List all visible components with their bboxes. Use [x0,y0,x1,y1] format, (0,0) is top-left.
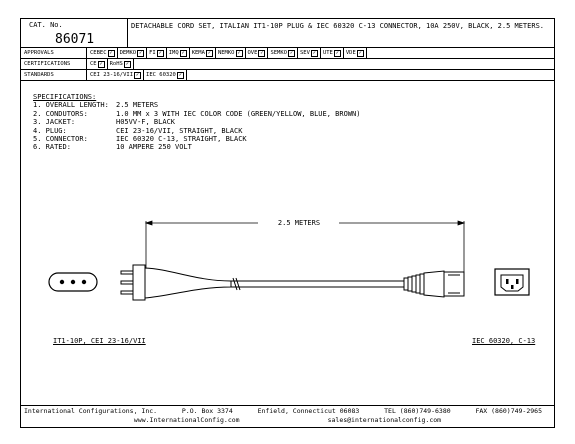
cord [231,278,404,290]
approval-name: IMQ [168,50,179,56]
footer [21,405,554,424]
standards-label: STANDARDS [24,70,87,80]
plug-side-view [121,265,231,300]
approval-name: SEMKO [270,50,287,56]
checkbox-icon: ✓ [158,49,162,56]
approval-name: OVE [247,50,258,56]
spec-name: 4. PLUG: [33,126,67,135]
checkbox-icon: ✓ [207,49,211,56]
spec-name: 1. OVERALL LENGTH: [33,101,109,110]
connector-standard-label: IEC 60320, C-13 [472,337,536,345]
catalog-number: 86071 [55,32,95,47]
dimension-line [146,221,464,281]
plug-face [49,273,97,291]
approval-name: NEMKO [217,50,235,56]
checkbox-icon: ✓ [289,49,293,56]
checkbox-icon: ✓ [237,49,241,56]
spec-value: CEI 23-16/VII, STRAIGHT, BLACK [116,126,243,135]
spec-value: H05VV-F, BLACK [116,118,176,127]
address: Enfield, Connecticut 06083 [257,407,360,415]
spec-value: 10 AMPERE 250 VOLT [116,143,192,152]
po-box: P.O. Box 3374 [181,407,233,415]
spec-sheet [20,18,555,428]
cord-drawing [21,19,556,429]
spec-value: IEC 60320 C-13, STRAIGHT, BLACK [116,135,247,144]
checkbox-icon: ✓ [139,49,143,56]
checkbox-icon: ✓ [260,49,264,56]
connector-side-view [404,271,464,297]
spec-value: 1.0 MM x 3 WITH IEC COLOR CODE (GREEN/YELLOW, BLUE, BROWN) [116,109,361,118]
company-name: International Configurations, Inc. [24,407,158,415]
product-description: DETACHABLE CORD SET, ITALIAN IT1-10P PLUG & IEC 60320 C-13 CONNECTOR, 10A 250V, BLACK, 2.5 METERS. [131,22,545,30]
certifications-label: CERTIFICATIONS [24,59,87,69]
checkbox-icon: ✓ [125,60,129,67]
approval-name: VDE [345,50,356,56]
spec-name: 2. CONDUTORS: [33,109,88,118]
approval-name: SEV [300,50,310,56]
spec-name: 6. RATED: [33,143,71,152]
approval-name: DEMKO [119,50,137,56]
checkbox-icon: ✓ [99,60,103,67]
specifications-title: SPECIFICATIONS: [33,93,97,101]
approvals-label: APPROVALS [24,48,87,58]
fax: FAX (860)749-2965 [475,407,542,415]
checkbox-icon: ✓ [109,49,113,56]
checkbox-icon: ✓ [178,71,182,78]
spec-name: 3. JACKET: [33,118,76,127]
dimension-label: 2.5 METERS [277,219,321,227]
email-link[interactable]: sales@internationalconfig.com [327,416,442,424]
approval-name: CEBEC [90,50,107,56]
checkbox-icon: ✓ [136,71,140,78]
approval-name: FI [149,50,156,56]
checkbox-icon: ✓ [335,49,339,56]
approval-name: KEMA [191,50,205,56]
spec-name: 5. CONNECTOR: [33,135,88,144]
approval-name: UTE [322,50,333,56]
standard-name: IEC 60320 [146,72,176,78]
catalog-label: CAT. No. [29,21,63,29]
standard-name: CEI 23-16/VII [90,72,134,78]
plug-standard-label: IT1-10P, CEI 23-16/VII [53,337,146,345]
checkbox-icon: ✓ [358,49,362,56]
spec-value: 2.5 METERS [116,101,159,110]
website-link[interactable]: www.InternationalConfig.com [133,416,240,424]
connector-face [495,269,529,295]
checkbox-icon: ✓ [181,49,185,56]
telephone: TEL (860)749-6380 [384,407,451,415]
checkbox-icon: ✓ [312,49,316,56]
certification-name: RoHS [109,61,123,67]
certification-name: CE [90,61,97,67]
